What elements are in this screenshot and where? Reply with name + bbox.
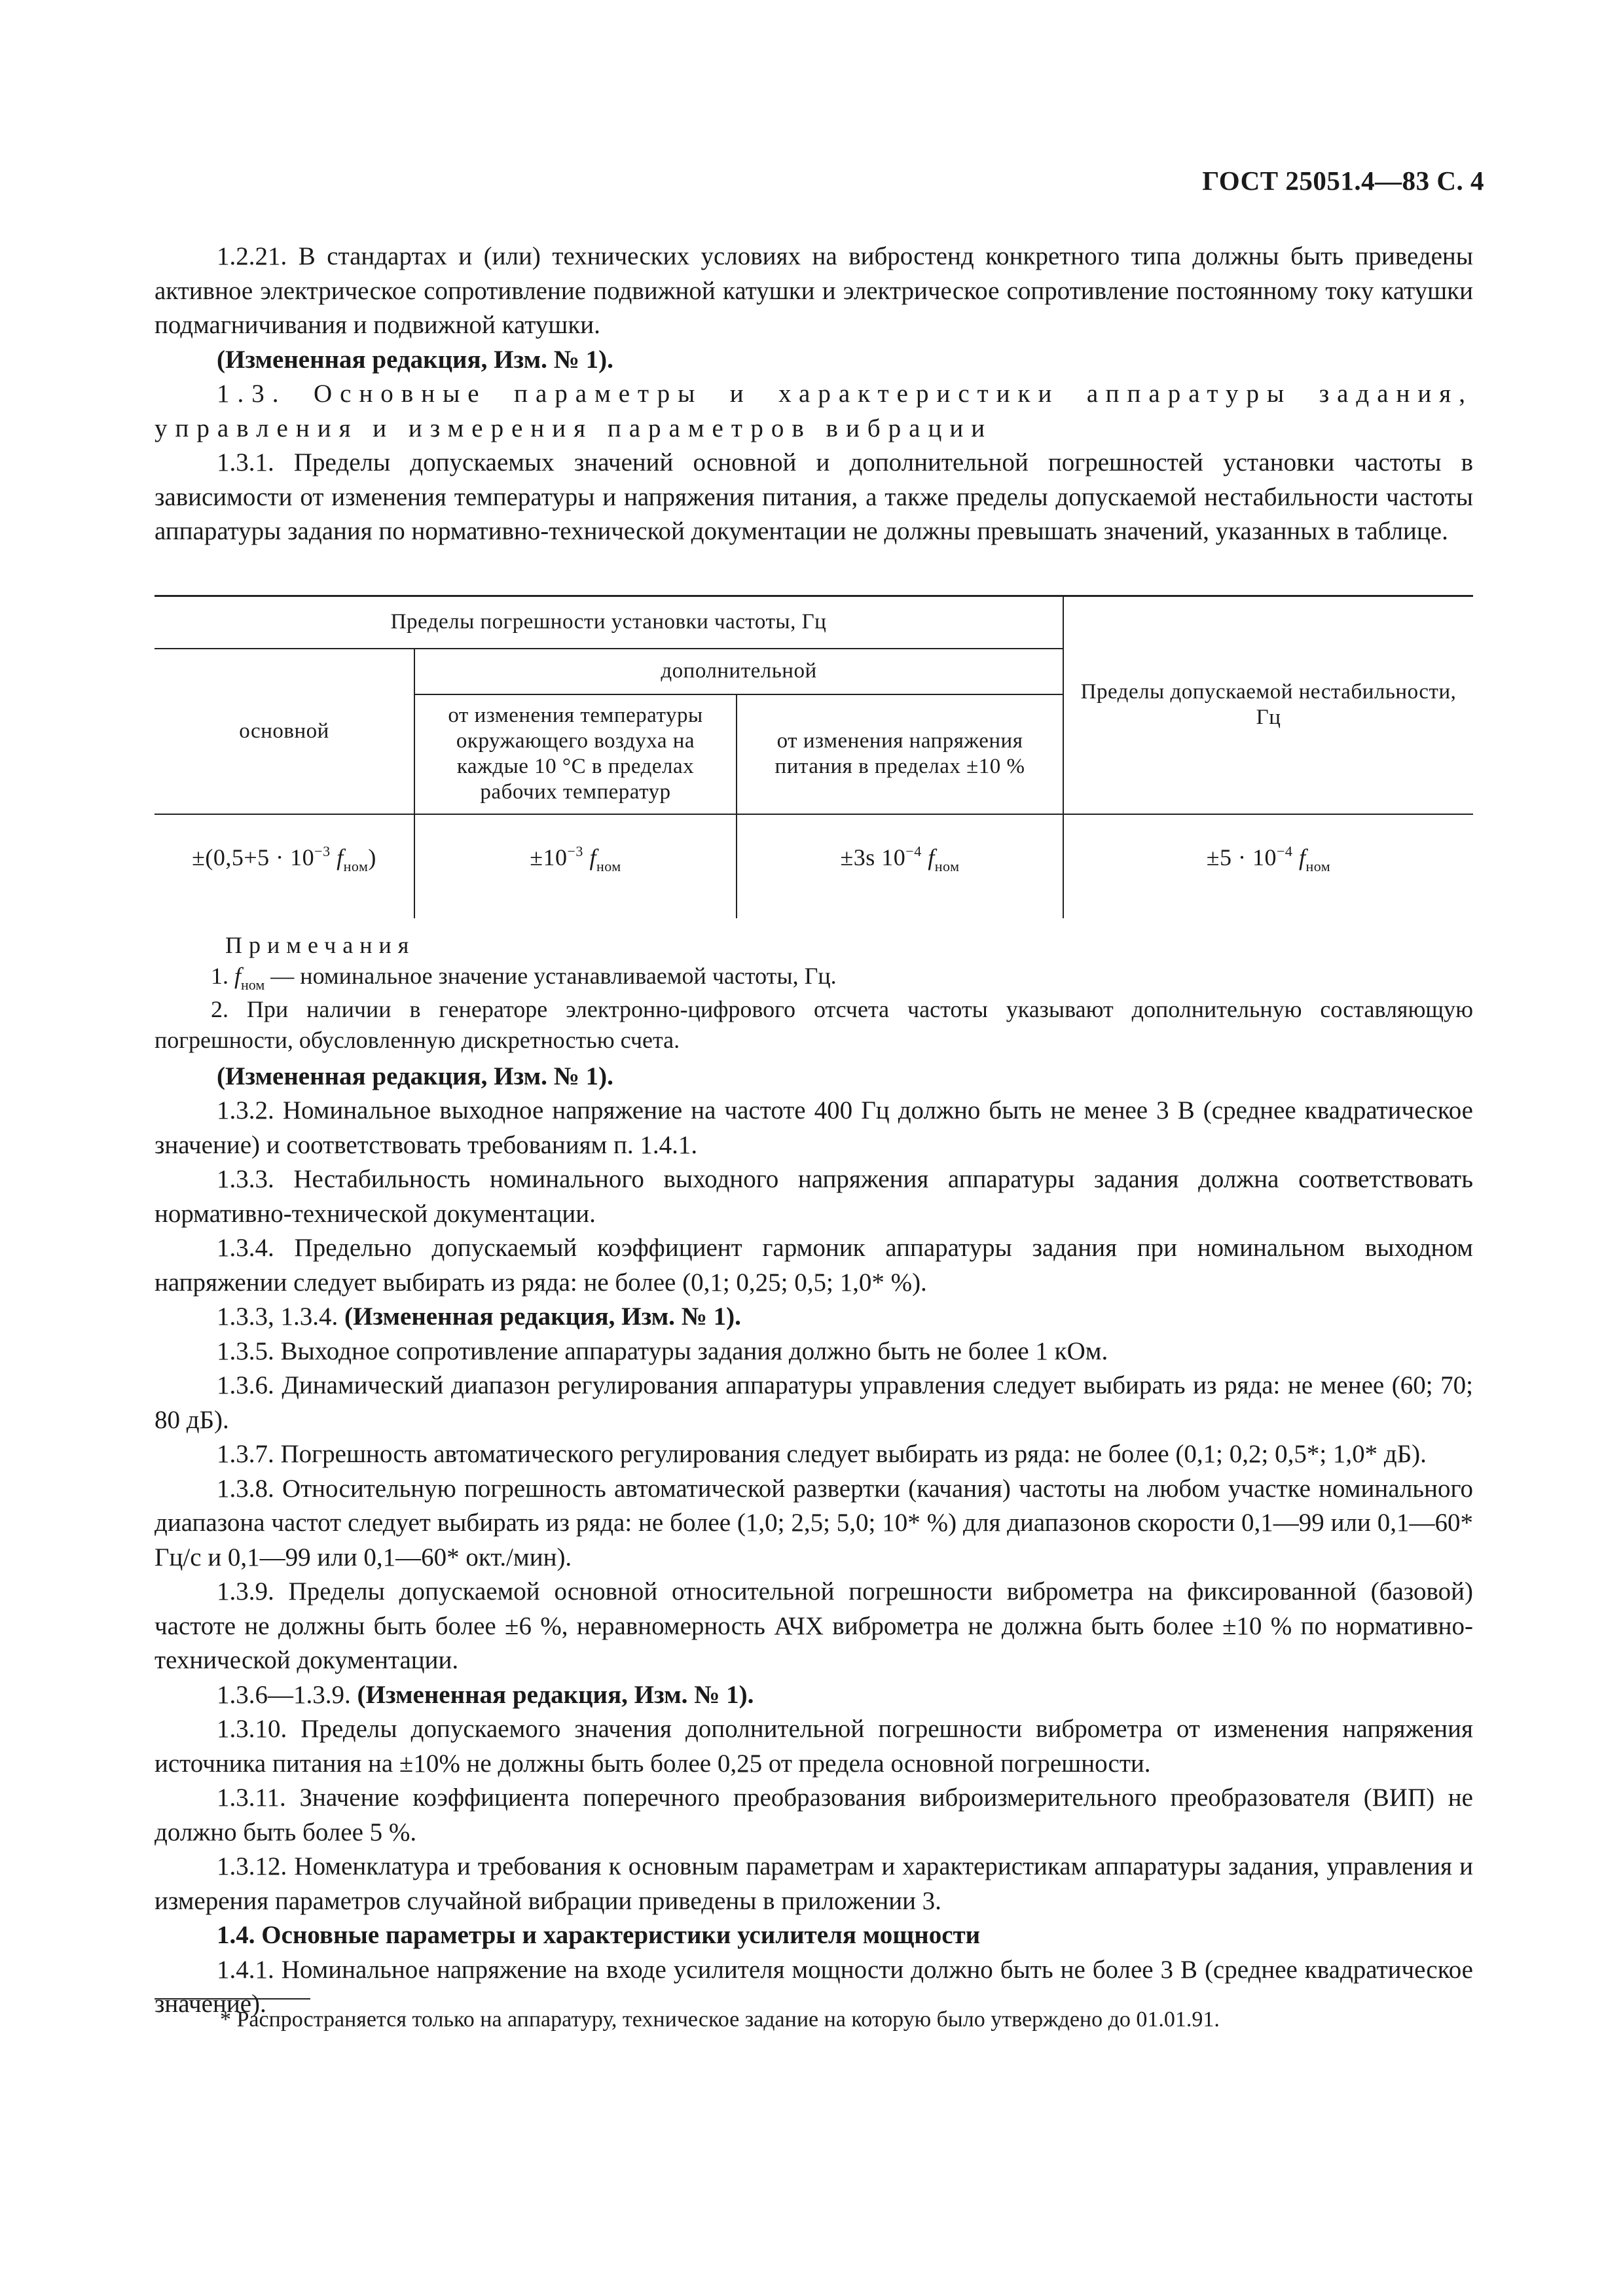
note-1: 1. $f_{ном}$ — номинальное значение устанавливаемой частоты, Гц. <box>211 962 837 993</box>
paragraph-1-3-8: 1.3.8. Относительную погрешность автоматической развертки (качания) частоты на любом участке номинального диапазона частот следует выбирать из ряда: не более (1,0; 2,5; 5,0; 10* %) для диапазонов скорости 0,1—99 или 0,1—60* Гц/с и 0,1—99 или 0,1—60* окт./мин). <box>155 1474 1473 1571</box>
paragraph-1-3-7: 1.3.7. Погрешность автоматического регулирования следует выбирать из ряда: не более (0,1; 0,2; 0,5*; 1,0* дБ). <box>217 1440 1427 1468</box>
note-2: 2. При наличии в генераторе электронно-цифрового отсчета частоты указывают дополнительную составляющую погрешности, обусловленную дискретностью счета. <box>155 996 1473 1053</box>
table-header-additional: дополнительной <box>414 649 1063 694</box>
paragraph-1-3-4: 1.3.4. Предельно допускаемый коэффициент гармоник аппаратуры задания при номинальном выходном напряжении следует выбирать из ряда: не более (0,1; 0,25; 0,5; 1,0* %). <box>155 1234 1473 1297</box>
footnote-divider <box>155 1998 310 2000</box>
table-cell-instability: $\pm 5 \cdot 10^{-4}$ $f_{ном}$ <box>1063 814 1473 918</box>
table-notes <box>155 930 1473 1056</box>
paragraph-1-3-12: 1.3.12. Номенклатура и требования к основным параметрам и характеристикам аппаратуры задания, управления и измерения параметров случайной вибрации приведены в приложении 3. <box>155 1852 1473 1915</box>
table-header-basic: основной <box>155 649 414 814</box>
paragraph-1-3-6: 1.3.6. Динамический диапазон регулирования аппаратуры управления следует выбирать из ряда: не менее (60; 70; 80 дБ). <box>155 1371 1473 1434</box>
paragraph-1-3-1: 1.3.1. Пределы допускаемых значений основной и дополнительной погрешностей установки частоты в зависимости от изменения температуры и напряжения питания, а также пределы допускаемой нестабильности частоты аппаратуры задания по нормативно-технической документации не должны превышать значений, указанных в таблице. <box>155 448 1473 545</box>
amendment-note-1-3-6: 1.3.6—1.3.9. (Измененная редакция, Изм. № 1). <box>217 1680 754 1709</box>
table-header-voltage: от изменения напряжения питания в пределах ±10 % <box>737 694 1063 814</box>
paragraph-1-3-9: 1.3.9. Пределы допускаемой основной относительной погрешности виброметра на фиксированной (базовой) частоте не должны быть более ±6 %, неравномерность АЧХ виброметра не должна быть более ±10 % по нормативно-технической документации. <box>155 1577 1473 1674</box>
amendment-note-1-3-3: 1.3.3, 1.3.4. (Измененная редакция, Изм. № 1). <box>217 1302 741 1331</box>
paragraph-1-2-21: 1.2.21. В стандартах и (или) технических условиях на вибростенд конкретного типа должны быть приведены активное электрическое сопротивление подвижной катушки и электрическое сопротивление постоянному току катушки подмагничивания и подвижной катушки. <box>155 242 1473 339</box>
document-body <box>155 240 1473 2022</box>
paragraph-1-4-1: 1.4.1. Номинальное напряжение на входе усилителя мощности должно быть не более 3 В (среднее квадратическое значение). <box>155 1955 1473 2018</box>
table-header-instability: Пределы допускаемой нестабильности, Гц <box>1063 596 1473 814</box>
footnote: * Распространяется только на аппаратуру, техническое задание на которую было утверждено до 01.01.91. <box>220 2007 1220 2032</box>
table-header-temperature: от изменения температуры окружающего воздуха на каждые 10 °С в пределах рабочих температур <box>414 694 737 814</box>
table-cell-temperature: $\pm 10^{-3}$ $f_{ном}$ <box>414 814 737 918</box>
frequency-error-table <box>155 595 1473 918</box>
notes-title: Примечания <box>225 931 416 958</box>
amendment-note: (Измененная редакция, Изм. № 1). <box>217 345 613 374</box>
paragraph-1-3-10: 1.3.10. Пределы допускаемого значения дополнительной погрешности виброметра от изменения напряжения источника питания на ±10% не должны быть более 0,25 от предела основной погрешности. <box>155 1715 1473 1778</box>
paragraph-1-3-11: 1.3.11. Значение коэффициента поперечного преобразования виброизмерительного преобразователя (ВИП) не должно быть более 5 %. <box>155 1784 1473 1846</box>
page-header: ГОСТ 25051.4—83 С. 4 <box>1202 166 1484 196</box>
section-heading-1-3: 1.3. Основные параметры и характеристики аппаратуры задания, управления и измерения параметров вибрации <box>155 380 1473 442</box>
paragraph-1-3-3: 1.3.3. Нестабильность номинального выходного напряжения аппаратуры задания должна соответствовать нормативно-технической документации. <box>155 1165 1473 1228</box>
paragraph-1-3-5: 1.3.5. Выходное сопротивление аппаратуры задания должно быть не более 1 кОм. <box>217 1336 1108 1365</box>
section-heading-1-4: 1.4. Основные параметры и характеристики усилителя мощности <box>217 1921 981 1949</box>
amendment-note: (Измененная редакция, Изм. № 1). <box>217 1062 613 1090</box>
paragraph-1-3-2: 1.3.2. Номинальное выходное напряжение на частоте 400 Гц должно быть не менее 3 В (среднее квадратическое значение) и соответствовать требованиям п. 1.4.1. <box>155 1096 1473 1159</box>
table-cell-voltage: ±3s $10^{-4}$ $f_{ном}$ <box>737 814 1063 918</box>
table-header-group: Пределы погрешности установки частоты, Гц <box>155 596 1063 649</box>
table-cell-basic: $\pm(0,5+5 \cdot 10^{-3}$ $f_{ном}$) <box>155 814 414 918</box>
